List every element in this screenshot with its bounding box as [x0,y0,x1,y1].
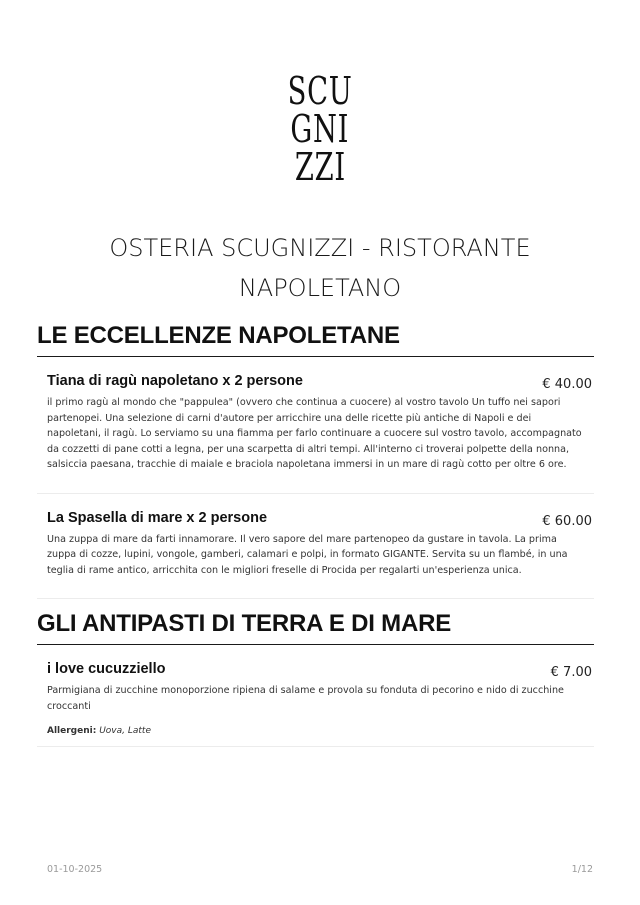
dish-name: i love cucuzziello [47,661,166,677]
dish-description: Parmigiana di zucchine monoporzione ripiena di salame e provola su fonduta di pecorino e nido di zucchine croccanti [47,685,564,712]
restaurant-logo [280,60,360,198]
section-eccellenze [37,322,594,599]
footer-page-number: 1/12 [571,864,593,875]
dish-allergens [47,726,584,736]
dish-description: Una zuppa di mare da farti innamorare. Il vero sapore del mare partenopeo da gustare in tavola. La prima zuppa di cozze, lupini, vongole, gamberi, calamari e polpi, in formato GIGANTE. Servita su un flambé, in una teglia di rame antico, arricchita con le migliori freselle di Procida per regalarti un'esperienza unica. [47,533,568,576]
section-antipasti [37,610,594,747]
allergens-value: Uova, Latte [99,726,151,736]
dish-name: Tiana di ragù napoletano x 2 persone [47,373,303,389]
section-title: GLI ANTIPASTI DI TERRA E DI MARE [37,610,594,645]
dish-item [37,494,594,600]
logo-line-2: GNI [290,107,350,151]
footer-date: 01-10-2025 [47,864,103,875]
dish-price: € 40.00 [542,377,592,392]
dish-item [37,645,594,747]
allergens-label: Allergeni: [47,726,97,736]
dish-name: La Spasella di mare x 2 persone [47,509,268,526]
dish-price: € 7.00 [550,665,592,680]
dish-price: € 60.00 [542,513,592,529]
dish-description: il primo ragù al mondo che "pappulea" (ovvero che continua a cuocere) al vostro tavolo Un tuffo nei sapori partenopei. Una selezione di carni d'autore per arricchire una delle ricette più antiche di Napoli e dei napoletani, il ragù. Lo serviamo su una fiamma per farlo continuare a cuocere sul vostro tavolo, accompagnato da cozzetti di pane cotti a legna, per una scarpetta di altri tempi. All'interno ci troverai polpette della nonna, salsiccia paesana, tracchie di maiale e braciola napoletana immersi in un mare di ragù cotto per oltre 6 ore. [47,397,582,470]
section-title: LE ECCELLENZE NAPOLETANE [37,322,594,357]
logo-line-1: SCU [287,69,353,113]
dish-item [37,357,594,494]
restaurant-title: OSTERIA SCUGNIZZI - RISTORANTE NAPOLETANO [109,234,531,302]
logo-line-3: ZZI [294,145,346,189]
